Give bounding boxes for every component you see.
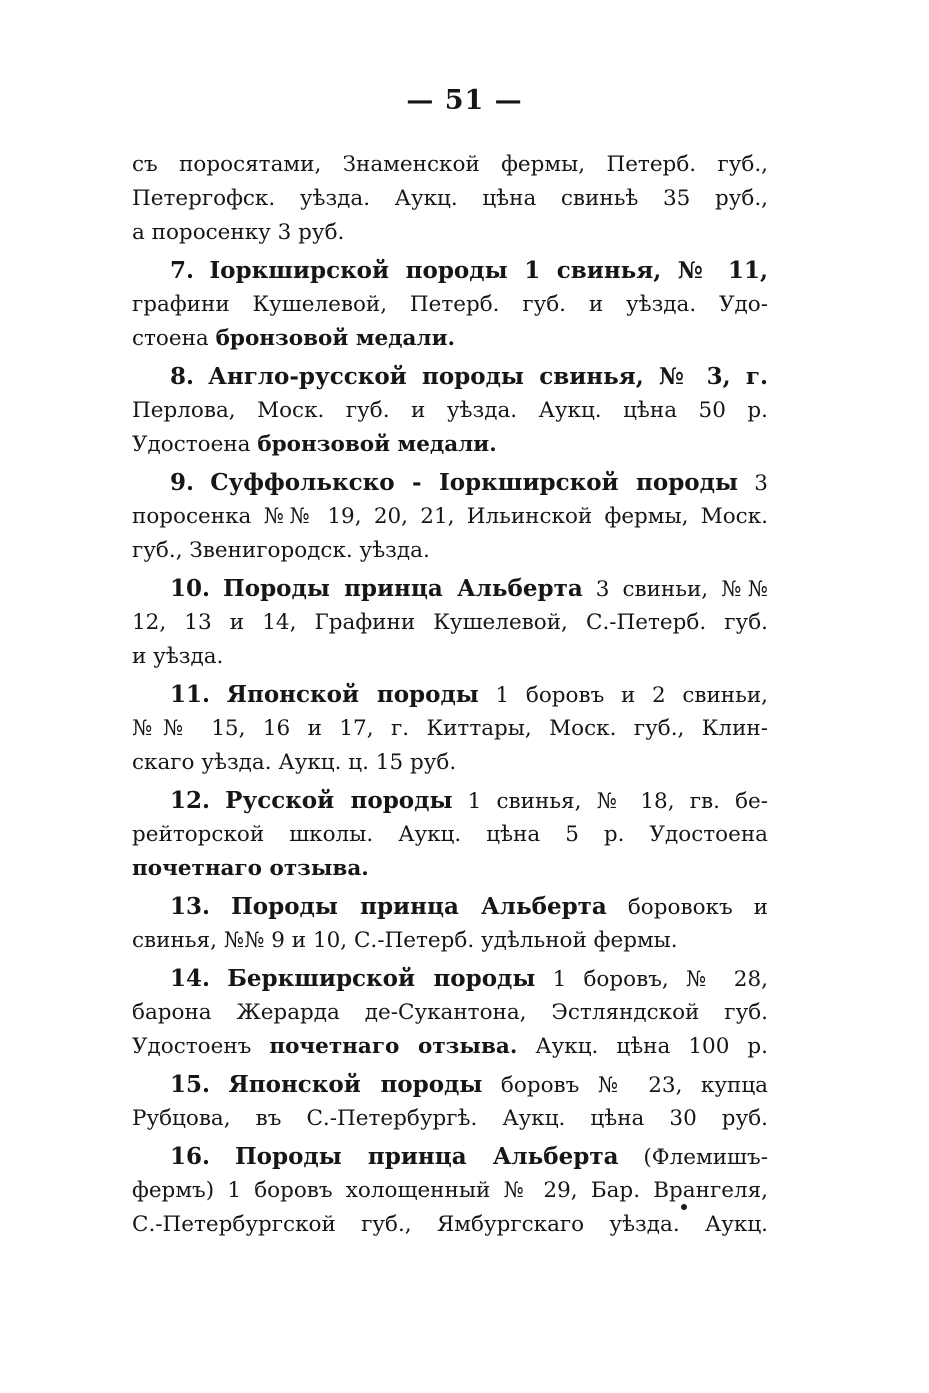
page-number: — 51 — [406, 85, 523, 116]
entry-lead-rest: 1 боровъ и 2 свиньи, [478, 683, 768, 708]
text-line: барона Жерарда де-Сукантона, Эстляндской губ. [132, 1000, 768, 1025]
entry-8 [132, 360, 768, 462]
entry-number: 7. [170, 257, 195, 284]
entry-number: 11. [170, 681, 211, 708]
text-line: скаго уѣзда. Аукц. ц. 15 руб. [132, 750, 457, 775]
award-text: бронзовой медали. [257, 432, 497, 457]
entry-lead: Породы принца Альберта [223, 575, 583, 602]
entry-7 [132, 254, 768, 356]
text-line: №№ 15, 16 и 17, г. Киттары, Моск. губ., Клин- [132, 716, 768, 741]
entry-11 [132, 678, 768, 780]
text-line: а поросенку 3 руб. [132, 220, 345, 245]
text-line: фермъ) 1 боровъ холощенный № 29, Бар. Врангеля, [132, 1178, 768, 1203]
entry-lead-rest: (Флемишъ- [618, 1145, 768, 1170]
entry-lead: Іоркширской породы 1 свинья, № 11, [209, 257, 768, 284]
tail-text: Удостоена [132, 432, 258, 457]
award-text: почетнаго отзыва. [269, 1034, 518, 1059]
text-line [132, 852, 768, 886]
entry-9 [132, 466, 768, 568]
text-line: поросенка №№ 19, 20, 21, Ильинской фермы, Моск. [132, 504, 768, 529]
entry-first-line [132, 784, 768, 818]
entry-lead: Японской породы [228, 1071, 483, 1098]
award-text: бронзовой медали. [215, 326, 456, 351]
entry-first-line [132, 1068, 768, 1102]
entry-number: 10. [170, 575, 211, 602]
entry-first-line [132, 254, 768, 288]
entry-lead: Беркширской породы [227, 965, 536, 992]
text-line: Рубцова, въ С.-Петербургѣ. Аукц. цѣна 30 руб. [132, 1106, 768, 1131]
entry-number: 9. [170, 469, 195, 496]
entry-first-line [132, 890, 768, 924]
text-line: и уѣзда. [132, 644, 224, 669]
text-line: рейторской школы. Аукц. цѣна 5 р. Удостоена [132, 822, 768, 847]
entry-lead-rest: 3 свиньи, №№ [582, 577, 769, 602]
entry-first-line [132, 466, 768, 500]
entry-10 [132, 572, 768, 674]
text-line: свинья, №№ 9 и 10, С.-Петерб. удѣльной фермы. [132, 928, 678, 953]
entry-first-line [132, 572, 768, 606]
entry-13 [132, 890, 768, 958]
text-line: Перлова, Моск. губ. и уѣзда. Аукц. цѣна 50 р. [132, 398, 768, 423]
entry-lead: Породы принца Альберта [234, 1143, 619, 1170]
entry-lead: Японской породы [226, 681, 479, 708]
text-line [132, 1030, 768, 1064]
tail-text: Удостоенъ [132, 1034, 270, 1059]
entry-lead-rest: боровокъ и [606, 895, 768, 920]
entry-lead: Суффолькско - Іоркширской породы [210, 469, 739, 496]
entry-12 [132, 784, 768, 886]
entry-lead-rest: 1 свинья, № 18, гв. бе- [452, 789, 769, 814]
entry-lead: Русской породы [225, 787, 453, 814]
text-line: 12, 13 и 14, Графини Кушелевой, С.-Петерб. губ. [132, 610, 768, 635]
award-text: почетнаго отзыва. [132, 856, 369, 881]
text-line: съ поросятами, Знаменской фермы, Петерб. губ., [132, 152, 768, 177]
tail-text: стоена [132, 326, 216, 351]
text-line: графини Кушелевой, Петерб. губ. и уѣзда. Удо- [132, 292, 768, 317]
text-line: губ., Звенигородск. уѣзда. [132, 538, 430, 563]
entry-first-line [132, 962, 768, 996]
entry-15 [132, 1068, 768, 1136]
entry-lead-rest: 3 [738, 471, 768, 496]
entry-number: 16. [170, 1143, 211, 1170]
text-line: С.-Петербургской губ., Ямбургскаго уѣзда. Аукц. [132, 1212, 768, 1237]
entry-16 [132, 1140, 768, 1242]
entry-lead: Англо-русской породы свинья, № 3, г. [208, 363, 768, 390]
entry-number: 14. [170, 965, 211, 992]
entry-lead-rest: боровъ № 23, купца [482, 1073, 768, 1098]
entry-number: 15. [170, 1071, 211, 1098]
page-text [132, 148, 768, 1246]
entry-number: 8. [170, 363, 195, 390]
tail-after-text: Аукц. цѣна 100 р. [517, 1034, 768, 1059]
ink-speck [681, 1204, 687, 1210]
entry-continuation [132, 148, 768, 250]
text-line [132, 428, 768, 462]
text-line [132, 322, 768, 356]
entry-lead-rest: 1 боровъ, № 28, [535, 967, 768, 992]
entry-14 [132, 962, 768, 1064]
entry-first-line [132, 1140, 768, 1174]
entry-first-line [132, 360, 768, 394]
entry-lead: Породы принца Альберта [231, 893, 607, 920]
entry-first-line [132, 678, 768, 712]
entry-number: 13. [170, 893, 211, 920]
text-line: Петергофск. уѣзда. Аукц. цѣна свиньѣ 35 руб., [132, 186, 768, 211]
entry-number: 12. [170, 787, 211, 814]
